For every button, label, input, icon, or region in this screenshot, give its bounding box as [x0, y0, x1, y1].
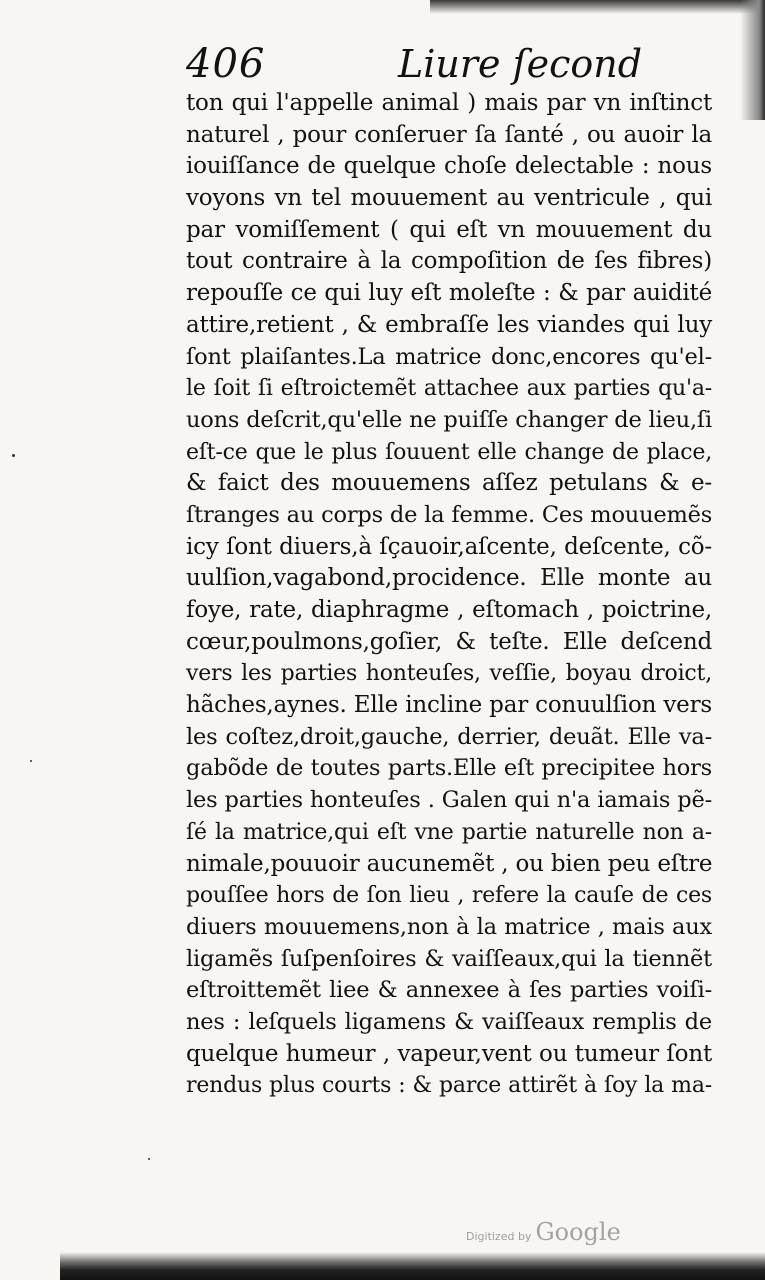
- google-logo: Google: [535, 1218, 621, 1246]
- body-text: [186, 88, 712, 1102]
- text-line: nimale,pouuoir aucunemẽt , ou bien peu eſtre: [186, 850, 713, 877]
- text-line: les coſtez,droit,gauche, derrier, deuãt. Elle va-: [186, 723, 712, 750]
- text-line: rendus plus courts : & parce attirẽt à ſoy la ma-: [186, 1073, 712, 1099]
- text-line: ſé la matrice,qui eſt vne partie naturelle non a-: [186, 819, 712, 845]
- page-edge-bottom: [60, 1252, 765, 1280]
- text-line: vers les parties honteuſes, veſſie, boyau droict,: [186, 661, 712, 687]
- text-line: ſont plaiſantes.La matrice donc,encores qu'el-: [186, 343, 712, 370]
- digitized-by-google-watermark: [466, 1218, 621, 1250]
- text-line: attire,retient , & embraſſe les viandes qui luy: [186, 311, 712, 338]
- digitized-label: Digitized by: [466, 1230, 532, 1243]
- text-line: diuers mouuemens,non à la matrice , mais aux: [186, 913, 712, 940]
- text-line: iouiſſance de quelque choſe delectable : nous: [186, 153, 712, 180]
- text-line: hãches,aynes. Elle incline par conuulſion vers: [186, 692, 712, 719]
- page-number: 406: [186, 41, 266, 87]
- text-line: ligamẽs ſuſpenſoires & vaiſſeaux,qui la tiennẽt: [186, 945, 712, 972]
- text-line: pouſſee hors de ſon lieu , refere la cauſe de ces: [186, 883, 712, 909]
- text-line: ſtranges au corps de la femme. Ces mouuemẽs: [186, 501, 713, 528]
- text-line: uulſion,vagabond,procidence. Elle monte au: [186, 565, 712, 592]
- text-line: quelque humeur , vapeur,vent ou tumeur ſont: [186, 1040, 712, 1067]
- text-line: ton qui l'appelle animal ) mais par vn inſtinct: [186, 90, 712, 116]
- page-edge-right: [740, 0, 765, 120]
- text-line: par vomiſſement ( qui eſt vn mouuement du: [186, 216, 712, 243]
- text-line: eſtroittemẽt liee & annexee à ſes parties voiſi-: [186, 977, 712, 1004]
- ink-speck: [30, 760, 32, 762]
- text-line: gabõde de toutes parts.Elle eſt precipitee hors: [186, 755, 712, 782]
- page-header: [186, 38, 643, 90]
- page-edge-top: [430, 0, 765, 14]
- text-line: les parties honteuſes . Galen qui n'a iamais pẽ-: [186, 787, 712, 814]
- text-line: cœur,poulmons,goſier, & teſte. Elle deſcend: [186, 628, 712, 655]
- text-line: tout contraire à la compoſition de ſes fibres): [186, 248, 712, 275]
- text-line: icy ſont diuers,à ſçauoir,aſcente, deſcente, cõ-: [186, 533, 712, 560]
- text-line: eſt-ce que le plus ſouuent elle change de place,: [186, 439, 712, 465]
- text-line: foye, rate, diaphragme , eſtomach , poictrine,: [186, 597, 712, 623]
- text-line: & faict des mouuemens aſſez petulans & e-: [186, 470, 712, 497]
- text-line: uons deſcrit,qu'elle ne puiſſe changer de lieu,ſi: [186, 406, 713, 433]
- text-line: repouſſe ce qui luy eſt moleſte : & par auidité: [186, 280, 712, 307]
- ink-speck: [12, 454, 15, 457]
- text-line: naturel , pour conſeruer ſa ſanté , ou auoir la: [186, 121, 712, 148]
- text-line: voyons vn tel mouuement au ventricule , qui: [186, 185, 712, 212]
- text-line: nes : leſquels ligamens & vaiſſeaux remplis de: [186, 1008, 712, 1035]
- ink-speck: [148, 1158, 150, 1160]
- text-line: le ſoit ſi eſtroictemẽt attachee aux parties qu'a-: [186, 376, 712, 402]
- running-head: Liure ſecond: [398, 42, 643, 86]
